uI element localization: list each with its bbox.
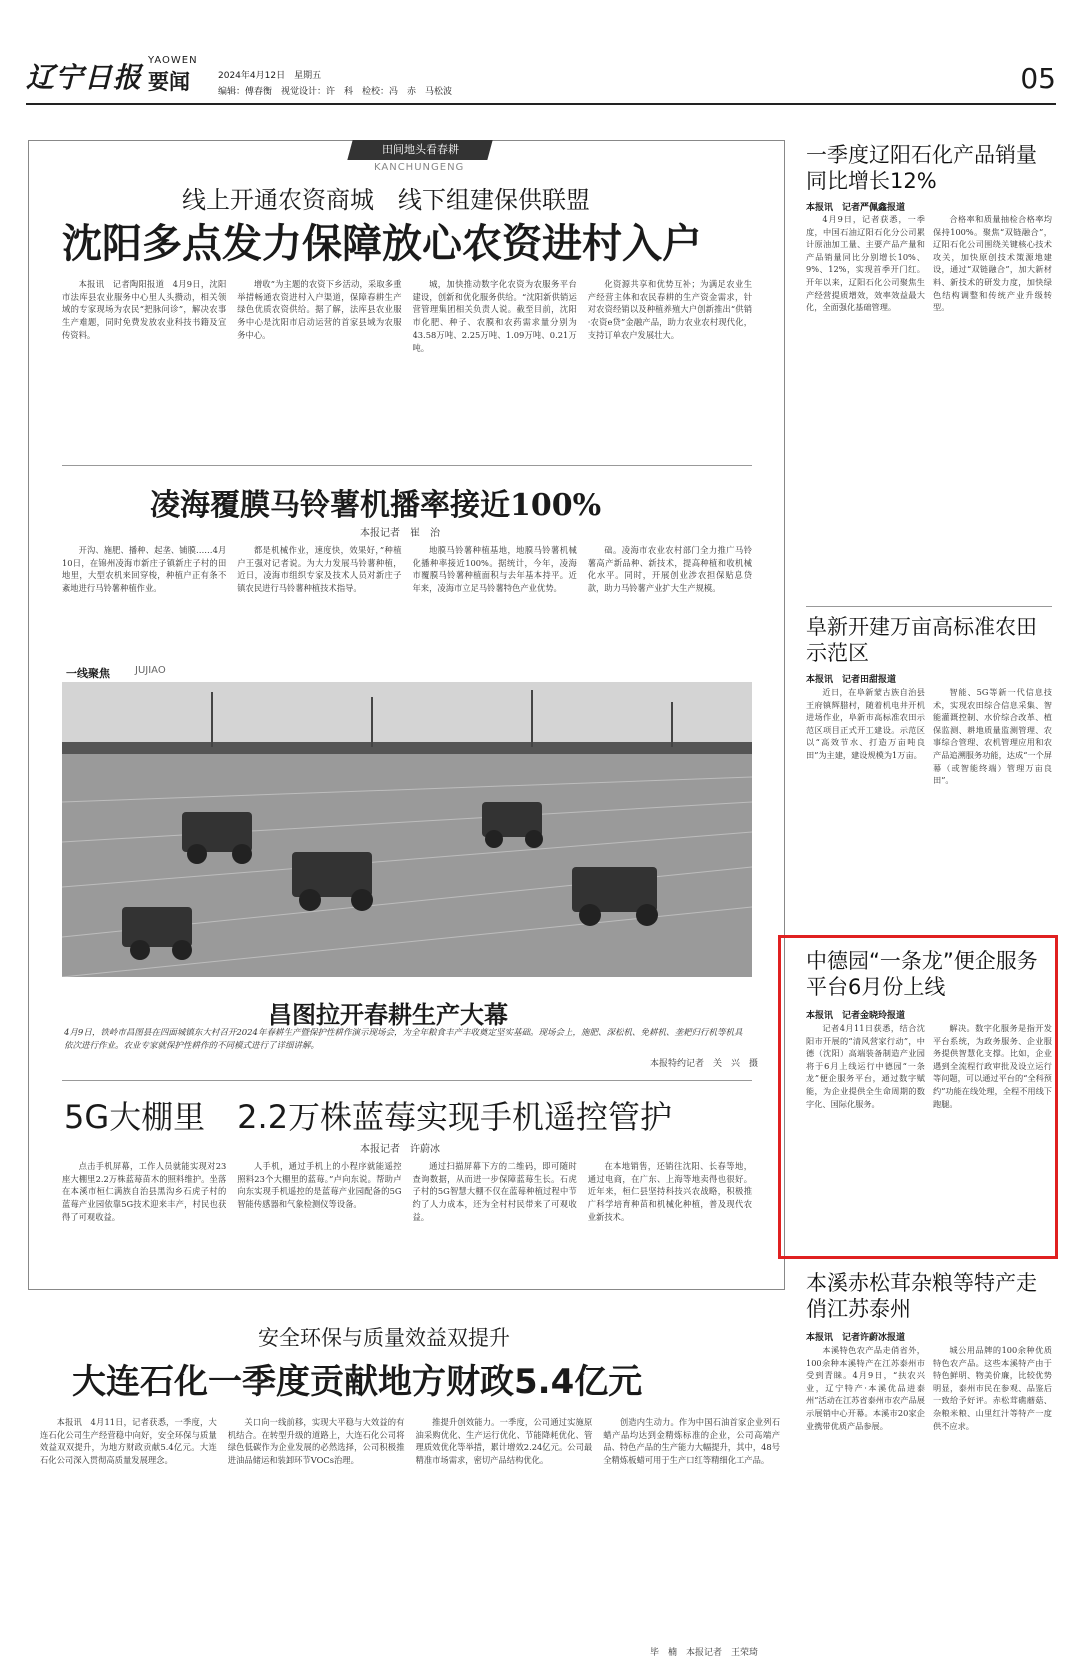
side2-col: 近日，在阜新蒙古族自治县王府镇辉腊村，随着机电井开机进场作业，阜新市高标准农田示范区项目正式开工建设。示范区以“高效节水、打造万亩吨良田”为主建，建设规模为1万亩。 bbox=[806, 687, 925, 760]
story3-headline: 5G大棚里 2.2万株蓝莓实现手机遥控管护 bbox=[64, 1098, 673, 1136]
story1-col: 增收”为主题的农资下乡活动，采取多重举措畅通农资进村入户渠道，保障春耕生产绿色优质农资供给。据了解，法库县农业服务中心是沈阳市启动运营的首家县域为农服务中心。 bbox=[237, 279, 402, 340]
story2-col: 础。凌海市农业农村部门全力推广马铃薯高产新品种、新技术，提高种植和收机械化水平。同时，开展创业涉农担保贴息贷款，助力马铃薯产业扩大生产规模。 bbox=[587, 545, 752, 594]
story3-col: 通过扫描屏幕下方的二维码，即可随时查询数据，从而进一步保障蓝莓生长。石虎子村的5G智慧大棚不仅在蓝莓种植过程中节约了人力成本，还为全村村民带来了可观收益。 bbox=[412, 1161, 577, 1222]
side1-col: 合格率和质量抽检合格率均保持100%。聚焦“双链融合”，辽阳石化公司围绕关键核心技术攻关，加快原创技术策源地建设，通过“双链融合”，加大新材料、新技术的研发力度，加快绿色结构调整和传统产业升级转型。 bbox=[933, 214, 1052, 313]
story3-body bbox=[62, 1160, 752, 1282]
story1-headline: 沈阳多点发力保障放心农资进村入户 bbox=[62, 221, 702, 267]
side2-body bbox=[806, 686, 1052, 926]
story1-body bbox=[62, 278, 752, 458]
story2-col: 开沟、施肥、播种、起垄、铺膜……4月10日，在锦州凌海市新庄子镇新庄子村的田地里，大型农机来回穿梭，种植户正有条不紊地进行马铃薯种植作业。 bbox=[62, 545, 227, 594]
story1-col: 城，加快推动数字化农资为农服务平台建设，创新和优化服务供给。“沈阳新供销运营管理集团相关负责人说。截至目前，沈阳市化肥、种子、农膜和农药需求量分别为43.58万吨、2.25万吨、1.09万吨、0.21万吨。 bbox=[412, 279, 577, 353]
farm-tractors-photo bbox=[62, 682, 752, 977]
story1-col: 化资源共享和优势互补；为满足农业生产经营主体和农民春耕的生产资金需求，针对农资经销以及种植养殖大户创新推出“供销·农资e贷”金融产品，助力农业农村现代化，支持订单农户发展壮大。 bbox=[587, 279, 752, 340]
newspaper-logo: 辽宁日报 bbox=[26, 61, 143, 94]
section-name: 要闻 bbox=[148, 70, 190, 94]
issue-date: 2024年4月12日 星期五 bbox=[218, 71, 322, 81]
header-rule bbox=[26, 103, 1056, 105]
masthead bbox=[26, 40, 1056, 102]
side2-headline: 阜新开建万亩高标准农田示范区 bbox=[806, 615, 1037, 665]
divider bbox=[62, 465, 752, 466]
story4-col: 推提升创效能力。一季度，公司通过实施原油采购优化、生产运行优化、节能降耗优化、管理质效优化等举措，累计增效2.24亿元。公司最精准市场需求，密切产品结构优化。 bbox=[415, 1417, 593, 1466]
side3-headline: 中德园“一条龙”便企服务平台6月份上线 bbox=[806, 949, 1038, 999]
side1-body bbox=[806, 213, 1052, 593]
section-name-en: YAOWEN bbox=[148, 55, 198, 66]
photo-credit: 本报特约记者 关 兴 摄 bbox=[650, 1059, 759, 1069]
story2-byline: 本报记者 崔 治 bbox=[360, 528, 440, 539]
photo-section-label-en: JUJIAO bbox=[135, 665, 166, 676]
side1-byline: 本报讯 记者严佩鑫报道 bbox=[806, 203, 906, 213]
story4-subhead: 安全环保与质量效益双提升 bbox=[258, 1326, 510, 1350]
side3-col: 解决。数字化服务是指开发平台系统，为政务服务、企业服务提供智慧化支撑。比如，企业遇到全流程行政审批及设立运行等问题，可以通过平台的“全科预约”功能在线处理，全程不用线下跑腿。 bbox=[933, 1023, 1052, 1109]
story1-col: 本报讯 记者陶阳报道 4月9日，沈阳市法库县农业服务中心里人头攒动，相关领域的专家现场为农民“把脉问诊”，解决农事生产难题，同时免费发放农业科技书籍及宣传资料。 bbox=[62, 279, 227, 340]
side3-body bbox=[806, 1022, 1052, 1252]
side4-headline: 本溪赤松茸杂粮等特产走俏江苏泰州 bbox=[806, 1271, 1037, 1321]
story2-col: 都是机械作业，速度快，效果好，”种植户王强对记者说。为大力发展马铃薯种植，近日，凌海市组织专家及技术人员对新庄子镇农民进行马铃薯种植技术指导。 bbox=[237, 545, 402, 594]
side4-body bbox=[806, 1344, 1052, 1644]
side1-col: 4月9日，记者获悉，一季度，中国石油辽阳石化分公司累计原油加工量、主要产品产量和产品销量同比分别增长10%、9%、12%，实现首季开门红。开年以来，辽阳石化公司聚焦生产经营提质增效，效率效益最大化，全面强化基础管理。 bbox=[806, 214, 925, 313]
story4-col: 关口向一线前移，实现大平稳与大效益的有机结合。在转型升级的道路上，大连石化公司将绿色低碳作为企业发展的必然选择，公司积极推进油品储运和装卸环节VOCs治理。 bbox=[227, 1417, 405, 1466]
side2-byline: 本报讯 记者田甜报道 bbox=[806, 675, 897, 685]
feature-kicker: 田间地头看春耕 bbox=[347, 140, 492, 160]
photo-section-label: 一线聚焦 bbox=[66, 667, 110, 680]
story4-headline: 大连石化一季度贡献地方财政5.4亿元 bbox=[72, 1362, 643, 1402]
side3-byline: 本报讯 记者金晓玲报道 bbox=[806, 1011, 906, 1021]
story1-subhead: 线上开通农资商城 线下组建保供联盟 bbox=[182, 186, 590, 214]
feature-kicker-en: KANCHUNGENG bbox=[374, 162, 465, 173]
side1-headline: 一季度辽阳石化产品销量同比增长12% bbox=[806, 143, 1037, 193]
editor-credits: 编辑：傅春衡 视觉设计：许 科 检校：冯 赤 马松波 bbox=[218, 87, 453, 97]
side4-col: 城公用品牌的100余种优质特色农产品。这些本溪特产由于特色鲜明、物美价廉，比较优势明显，泰州市民在参观、品鉴后一致给予好评。赤松茸礁蘑菇、杂粮米粮、山里红汁等特产一度供不应求。 bbox=[933, 1345, 1052, 1431]
story2-col: 地膜马铃薯种植基地，地膜马铃薯机械化播种率接近100%。据统计，今年，凌海市覆膜马铃薯种植面积与去年基本持平。近年来，凌海市立足马铃薯特色产业优势。 bbox=[412, 545, 577, 594]
photo-title: 昌图拉开春耕生产大幕 bbox=[268, 1000, 508, 1029]
story2-body bbox=[62, 544, 752, 648]
side3-col: 记者4月11日获悉，结合沈阳市开展的“清风营家行动”，中德（沈阳）高端装备制造产业园将于6月上线运行中德园“一条龙”便企服务平台，通过数字赋能，为企业提供全生命周期的数字化、国际化服务。 bbox=[806, 1023, 925, 1109]
story4-body bbox=[40, 1416, 780, 1641]
photo-caption: 4月9日，铁岭市昌图县在四面城镇东大村召开2024年春耕生产暨保护性耕作演示现场会，为全年粮食丰产丰收奠定坚实基础。现场会上，施肥、深松机、免耕机、垄耙归行机等机具依次进行作业。农业专家就保护性耕作的不同模式进行了详细讲解。 bbox=[64, 1028, 743, 1051]
story4-credit: 毕 楠 本报记者 王荣琦 bbox=[650, 1648, 759, 1658]
side4-col: 本溪特色农产品走俏省外，100余种本溪特产在江苏泰州市受到青睐。4月9日，“扶农兴业，辽宁特产·本溪优品进泰州”活动在江苏省泰州市农产品展示展销中心开幕。本溪市20家企业携带优质产品参展。 bbox=[806, 1345, 925, 1431]
story4-col: 创造内生动力。作为中国石油首家企业列石蜡产品均达到金精炼标准的企业，公司高端产品、特色产品的生产能力大幅提升，其中，48号全精炼板蜡可用于生产口红等精细化工产品。 bbox=[603, 1417, 780, 1466]
story4-col: 本报讯 4月11日，记者获悉，一季度，大连石化公司生产经营稳中向好，安全环保与质量效益双双提升，为地方财政贡献5.4亿元。大连石化公司深入贯彻高质量发展理念。 bbox=[40, 1417, 217, 1466]
story3-col: 点击手机屏幕，工作人员就能实现对23座大棚里2.2万株蓝莓苗木的照料维护。坐落在本溪市桓仁满族自治县黑沟乡石虎子村的蓝莓产业园依靠5G技术迎来丰产，村民也获得了可观收益。 bbox=[62, 1161, 227, 1222]
story3-byline: 本报记者 许蔚冰 bbox=[360, 1144, 440, 1155]
divider bbox=[62, 1080, 752, 1081]
side2-col: 智能、5G等新一代信息技术，实现农田综合信息采集、智能灌溉控制、水价综合改革、植保监测、耕地质量监测管理、农事综合管理、农机管理应用和农产品追溯服务功能，达成“一个屏幕（或智能终端）管理万亩良田”。 bbox=[933, 687, 1052, 786]
story3-col: 人手机，通过手机上的小程序就能遥控照料23个大棚里的蓝莓。”卢向东说。帮助卢向东实现手机遥控的是蓝莓产业园配备的5G智能传感器和气象检测仪等设备。 bbox=[237, 1161, 402, 1210]
divider bbox=[806, 606, 1052, 607]
side4-byline: 本报讯 记者许蔚冰报道 bbox=[806, 1333, 906, 1343]
story3-col: 在本地销售，还销往沈阳、长春等地，通过电商，在广东、上海等地卖得也很好。近年来，桓仁县坚持科技兴农战略，积极推广科学培育种苗和机械化种植，普及现代农业新技术。 bbox=[587, 1161, 752, 1222]
story2-headline: 凌海覆膜马铃薯机播率接近100% bbox=[150, 488, 602, 523]
page-number: 05 bbox=[1020, 62, 1056, 95]
